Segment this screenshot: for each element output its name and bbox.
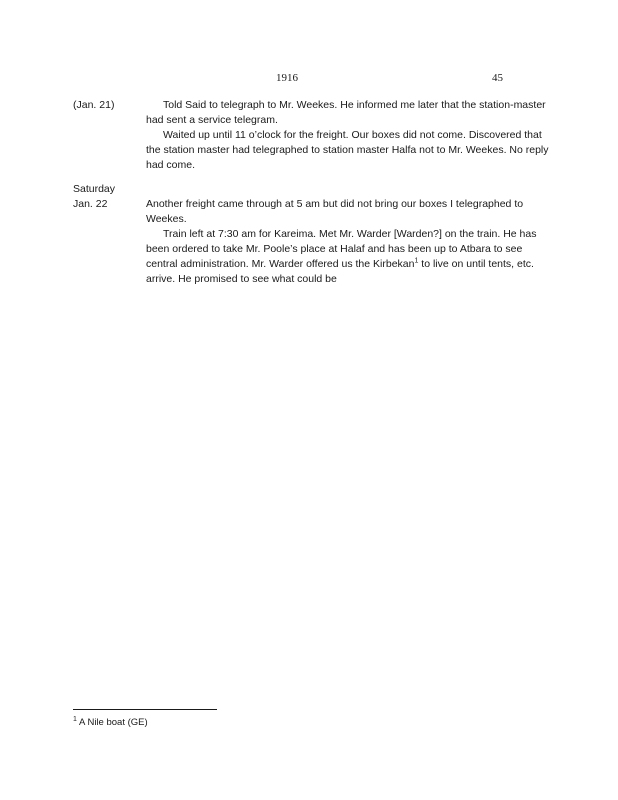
entry-date-line: Jan. 22 bbox=[73, 198, 108, 210]
entry-paragraph: Waited up until 11 o’clock for the freight. Our boxes did not come. Discovered that the station master had telegraphed to station master Halfa not to Mr. Weekes. No reply had come. bbox=[146, 129, 549, 171]
entry-paragraph: Told Said to telegraph to Mr. Weekes. He informed me later that the station-master had sent a service telegram. bbox=[146, 99, 546, 126]
footnote bbox=[73, 716, 148, 729]
page-number: 45 bbox=[492, 72, 503, 84]
entry-paragraph bbox=[146, 227, 551, 287]
entry-date-label bbox=[73, 98, 143, 113]
entry-weekday-line: Saturday bbox=[73, 183, 116, 195]
diary-entry-jan-22 bbox=[73, 182, 551, 287]
paragraph-text: to live on until tents, etc. arrive. He promised to see what could be bbox=[146, 258, 534, 285]
diary-entry-jan-21 bbox=[73, 98, 551, 173]
footnote-reference[interactable]: 1 bbox=[414, 257, 419, 265]
entry-body bbox=[146, 98, 551, 173]
entry-body bbox=[146, 182, 551, 287]
footnote-divider bbox=[73, 709, 217, 710]
entry-paragraph: Another freight came through at 5 am but did not bring our boxes I telegraphed to Weekes. bbox=[146, 198, 524, 225]
entry-date-line: (Jan. 21) bbox=[73, 99, 115, 111]
header-year: 1916 bbox=[276, 72, 298, 84]
paragraph-text: Train left at 7:30 am for Kareima. Met Mr. Warder [Warden?] on the train. He has been ordered to take Mr. Poole’s place at Halaf and has been up to Atbara to see central administration. Mr. Warder offered us the Kirbekan bbox=[146, 228, 537, 270]
footnote-marker: 1 bbox=[73, 715, 77, 723]
footnote-text: A Nile boat (GE) bbox=[76, 717, 148, 728]
entry-date-label bbox=[73, 182, 143, 212]
